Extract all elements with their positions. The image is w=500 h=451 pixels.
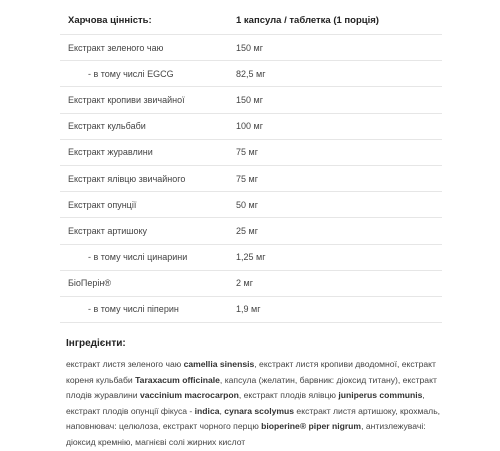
row-name: Екстракт кропиви звичайної — [60, 87, 228, 113]
ingredient-text-segment: екстракт листя зеленого чаю — [66, 359, 184, 369]
ingredient-text-segment: , капсула (желатин, барвник: діоксид титану), екстракт плодів журавлини — [66, 374, 437, 401]
ingredient-text-segment: , екстракт плодів опунції фікуса - — [66, 390, 425, 416]
table-row — [60, 192, 442, 218]
ingredient-latin-name: juniperus communis — [338, 390, 423, 401]
ingredients-title: Інгредієнти: — [66, 338, 126, 349]
ingredient-text-segment: , антизлежувачі: діоксид кремнію, магнієві солі жирних кислот — [66, 421, 426, 447]
ingredients-section — [66, 338, 450, 451]
nutrition-table-header — [60, 6, 442, 35]
row-value: 2 мг — [228, 270, 442, 296]
row-value: 25 мг — [228, 218, 442, 244]
row-name: Екстракт журавлини — [60, 139, 228, 165]
table-row — [60, 61, 442, 87]
row-value: 1,9 мг — [228, 296, 442, 322]
row-name: БіоПерін® — [60, 270, 228, 296]
table-row — [60, 270, 442, 296]
ingredient-text-segment: , — [219, 405, 225, 416]
row-name: - в тому числі EGCG — [60, 61, 228, 87]
ingredient-text-segment: екстракт листя артишоку, крохмаль, наповнювач: целюлоза, екстракт чорного перцю — [66, 405, 441, 432]
table-row — [60, 139, 442, 165]
row-name: Екстракт опунції — [60, 192, 228, 218]
ingredient-latin-name: cynara scolymus — [224, 405, 295, 416]
nutrition-table-body — [60, 35, 442, 323]
table-row — [60, 165, 442, 191]
row-name: - в тому числі піперин — [60, 296, 228, 322]
table-row — [60, 87, 442, 113]
row-name: Екстракт ялівцю звичайного — [60, 165, 228, 191]
row-name: Екстракт зеленого чаю — [60, 35, 228, 61]
ingredient-text-segment: , екстракт плодів ялівцю — [238, 390, 339, 401]
row-value: 50 мг — [228, 192, 442, 218]
row-value: 150 мг — [228, 35, 442, 61]
table-row — [60, 296, 442, 322]
row-value: 150 мг — [228, 87, 442, 113]
table-row — [60, 113, 442, 139]
row-value: 75 мг — [228, 139, 442, 165]
ingredient-latin-name: vaccinium macrocarpon — [139, 390, 239, 401]
row-value: 82,5 мг — [228, 61, 442, 87]
row-name: Екстракт артишоку — [60, 218, 228, 244]
row-value: 1,25 мг — [228, 244, 442, 270]
row-name: - в тому числі цинарини — [60, 244, 228, 270]
table-row — [60, 244, 442, 270]
row-name: Екстракт кульбаби — [60, 113, 228, 139]
ingredients-text — [66, 357, 450, 451]
table-row — [60, 35, 442, 61]
ingredient-latin-name: indica — [194, 405, 220, 416]
row-value: 100 мг — [228, 113, 442, 139]
ingredient-latin-name: camellia sinensis — [183, 359, 255, 369]
table-row — [60, 218, 442, 244]
ingredient-latin-name: bioperine® piper nigrum — [261, 421, 362, 432]
header-name: Харчова цінність: — [60, 6, 228, 35]
ingredient-latin-name: Taraxacum officinale — [135, 374, 220, 385]
header-value: 1 капсула / таблетка (1 порція) — [228, 6, 442, 35]
ingredient-text-segment: , екстракт листя кропиви дводомної, екстракт кореня кульбаби — [66, 359, 436, 385]
nutrition-table — [60, 6, 442, 323]
row-value: 75 мг — [228, 165, 442, 191]
